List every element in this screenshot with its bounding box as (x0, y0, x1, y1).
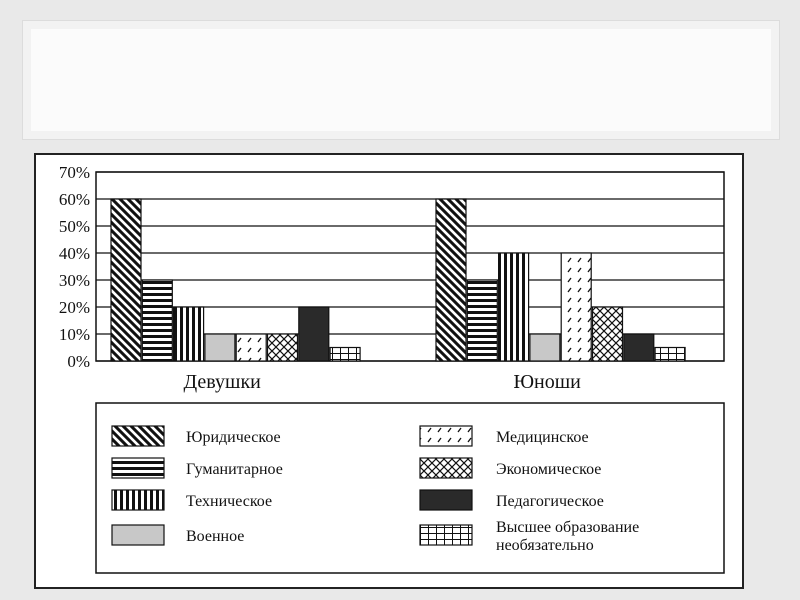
bar-chart (36, 155, 742, 587)
legend (96, 403, 724, 573)
y-tick-label: 70% (58, 163, 90, 182)
legend-swatch (420, 490, 472, 510)
legend-swatch (112, 490, 164, 510)
bar-3-1 (174, 307, 204, 361)
bar-8-2 (655, 348, 685, 362)
y-tick-label: 0% (67, 352, 90, 371)
legend-swatch (420, 525, 472, 545)
bar-5-1 (236, 334, 266, 361)
y-tick-label: 30% (58, 271, 90, 290)
bar-6-1 (268, 334, 298, 361)
y-tick-label: 40% (58, 244, 90, 263)
y-tick-label: 50% (58, 217, 90, 236)
legend-label: Военное (186, 528, 245, 545)
legend-swatch (112, 525, 164, 545)
legend-label: Медицинское (496, 429, 589, 446)
bar-2-2 (467, 280, 497, 361)
bar-1-2 (436, 199, 466, 361)
legend-swatch (420, 426, 472, 446)
legend-label: Гуманитарное (186, 461, 283, 478)
legend-label: Экономическое (496, 461, 602, 478)
y-tick-label: 60% (58, 190, 90, 209)
bar-7-2 (624, 334, 654, 361)
legend-swatch (112, 458, 164, 478)
bar-6-2 (593, 307, 623, 361)
legend-swatch (112, 426, 164, 446)
legend-label: Педагогическое (496, 493, 604, 510)
category-label: Девушки (183, 371, 261, 393)
y-tick-label: 20% (58, 298, 90, 317)
bar-2-1 (142, 280, 172, 361)
legend-label: Техническое (186, 493, 273, 510)
top-banner (22, 20, 780, 140)
bar-4-2 (530, 334, 560, 361)
bar-7-1 (299, 307, 329, 361)
bar-5-2 (561, 253, 591, 361)
bar-8-1 (330, 348, 360, 362)
bar-1-1 (111, 199, 141, 361)
y-tick-label: 10% (58, 325, 90, 344)
legend-swatch (420, 458, 472, 478)
legend-label: Юридическое (186, 429, 281, 446)
bar-3-2 (499, 253, 529, 361)
chart-figure (34, 153, 744, 589)
category-label: Юноши (513, 371, 581, 393)
legend-label: Высшее образование необязательно (496, 519, 640, 554)
bar-4-1 (205, 334, 235, 361)
